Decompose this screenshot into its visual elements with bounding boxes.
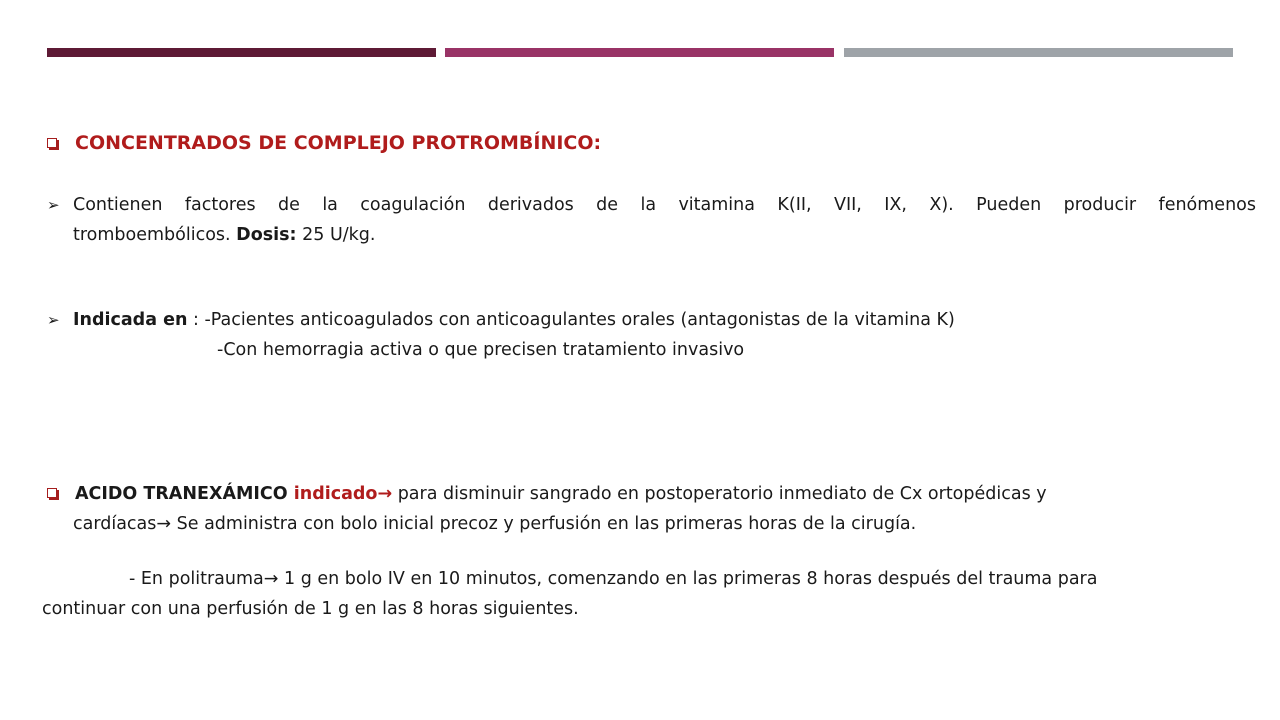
section1-heading: CONCENTRADOS DE COMPLEJO PROTROMBÍNICO: xyxy=(75,132,602,154)
top-bar-magenta xyxy=(445,48,834,57)
bullet1-marker xyxy=(47,193,73,217)
right-arrow-icon: → xyxy=(377,484,393,504)
top-bar-gray xyxy=(844,48,1233,57)
section2-line2-b: Se administra con bolo inicial precoz y perfusión en las primeras horas de la cirugía. xyxy=(171,514,917,534)
acido-tranexamico-heading: ACIDO TRANEXÁMICO xyxy=(75,484,288,504)
section2-line2-a: cardíacas xyxy=(73,514,157,534)
section2-line3 xyxy=(129,567,1097,591)
section2-line4: continuar con una perfusión de 1 g en las 8 horas siguientes. xyxy=(42,599,579,619)
bullet1-line2 xyxy=(73,223,375,247)
dosis-label: Dosis: xyxy=(236,225,297,245)
indicada-text: : -Pacientes anticoagulados con anticoagulantes orales (antagonistas de la vitamina K) xyxy=(187,310,955,330)
section2-line3-b: 1 g en bolo IV en 10 minutos, comenzando en las primeras 8 horas después del trauma para xyxy=(278,569,1098,589)
arrowhead-bullet-icon: ➢ xyxy=(47,196,60,214)
bullet2-line1 xyxy=(47,308,955,332)
bullet1-line1: Contienen factores de la coagulación derivados de la vitamina K(II, VII, IX, X). Pueden producir fenómenos xyxy=(73,195,1256,215)
bullet2-line2: -Con hemorragia activa o que precisen tratamiento invasivo xyxy=(217,340,745,360)
square-outline-bullet-icon xyxy=(47,488,57,498)
section2-line2 xyxy=(73,512,916,536)
section2-line3-a: - En politrauma xyxy=(129,569,264,589)
top-bar-dark xyxy=(47,48,436,57)
dosis-value: 25 U/kg. xyxy=(296,225,376,245)
bullet1-line2-text: tromboembólicos. xyxy=(73,225,237,245)
section1-heading-line xyxy=(47,131,601,156)
indicado-label: indicado xyxy=(287,484,378,504)
right-arrow-icon: → xyxy=(156,514,172,534)
section2-line1 xyxy=(47,482,1047,506)
indicada-label: Indicada en xyxy=(73,310,188,330)
right-arrow-icon: → xyxy=(263,569,279,589)
arrowhead-bullet-icon: ➢ xyxy=(47,311,60,329)
square-outline-bullet-icon xyxy=(47,138,57,148)
section2-line1-text: para disminuir sangrado en postoperatorio inmediato de Cx ortopédicas y xyxy=(392,484,1047,504)
